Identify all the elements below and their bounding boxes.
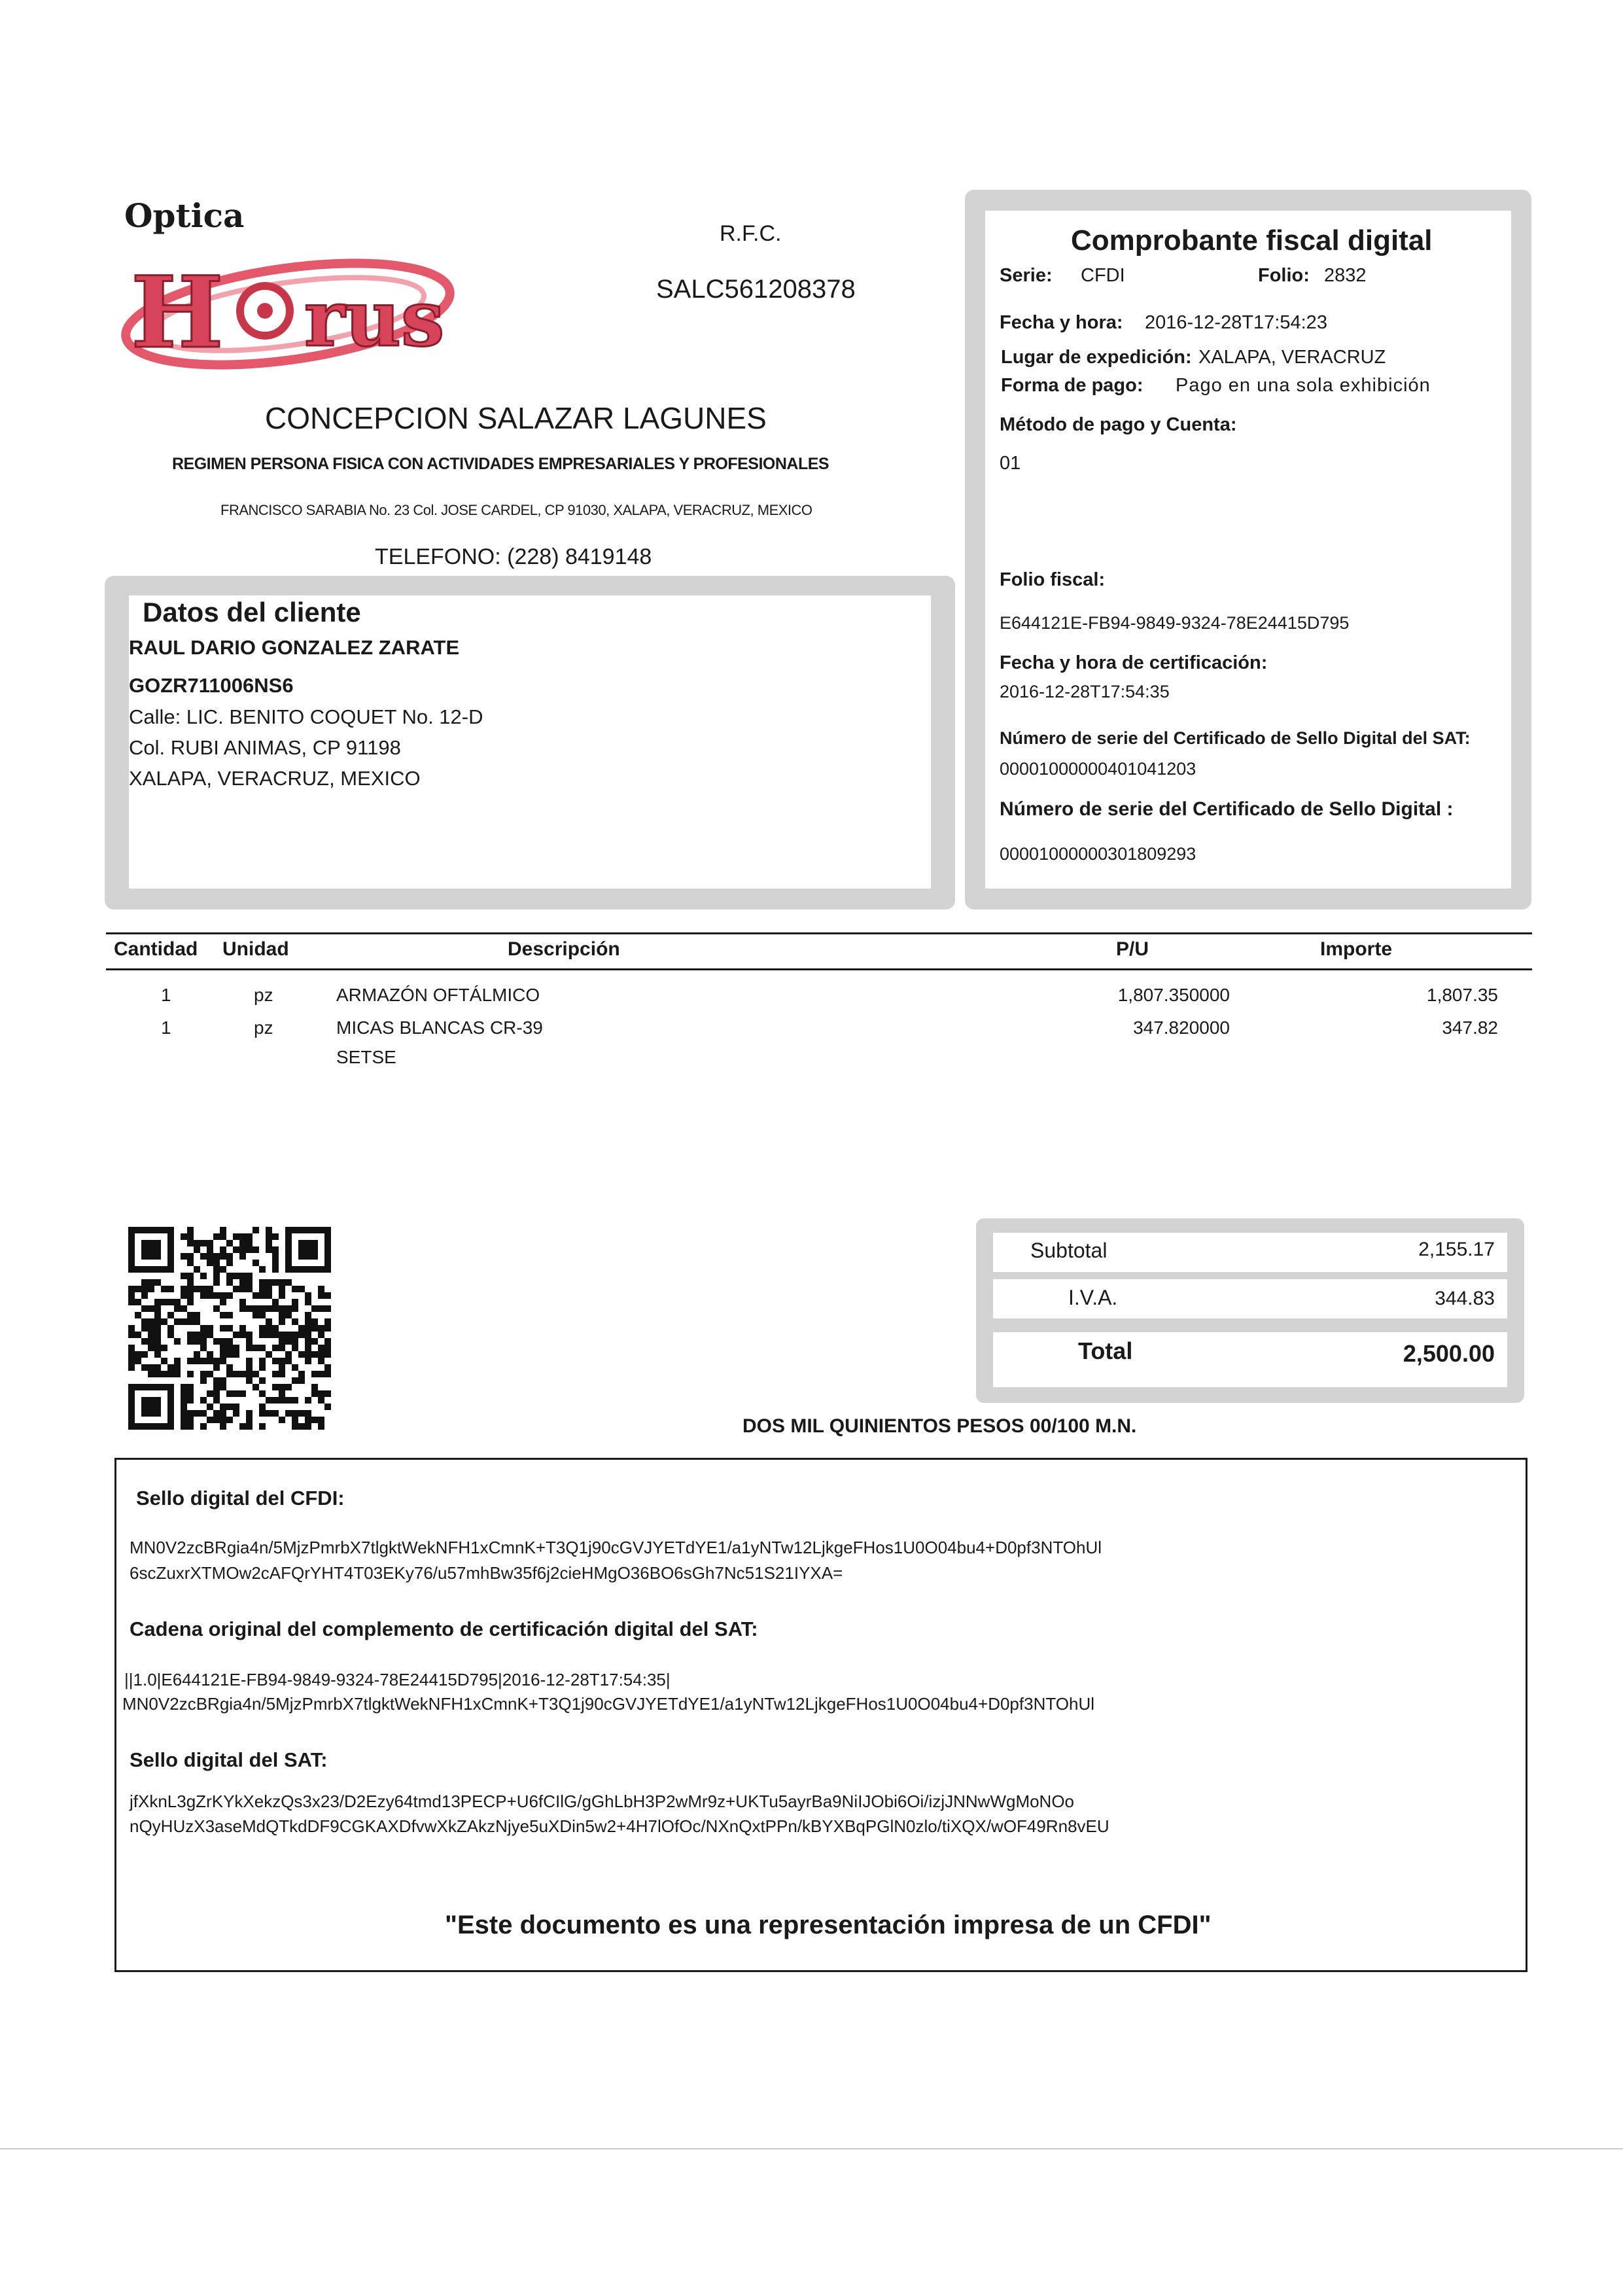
issuer-rfc: SALC561208378 — [656, 275, 856, 304]
issuer-address: FRANCISCO SARABIA No. 23 Col. JOSE CARDEL, CP 91030, XALAPA, VERACRUZ, MEXICO — [220, 502, 812, 518]
row-descripcion: ARMAZÓN OFTÁLMICO — [336, 985, 540, 1005]
client-title: Datos del cliente — [143, 597, 361, 627]
logo-optica-text: Optica — [124, 196, 245, 235]
issuer-name: CONCEPCION SALAZAR LAGUNES — [265, 401, 767, 435]
row-unidad: pz — [254, 1017, 273, 1038]
client-colonia: Col. RUBI ANIMAS, CP 91198 — [129, 736, 401, 759]
lugar-label: Lugar de expedición: — [1001, 347, 1192, 368]
amount-in-words: DOS MIL QUINIENTOS PESOS 00/100 M.N. — [742, 1415, 1137, 1437]
row-cantidad: 1 — [161, 985, 171, 1005]
rfc-label: R.F.C. — [720, 221, 782, 246]
row-cantidad: 1 — [161, 1017, 171, 1038]
header-cantidad: Cantidad — [114, 938, 198, 960]
cadena-label: Cadena original del complemento de certificación digital del SAT: — [130, 1617, 758, 1640]
issuer-regimen: REGIMEN PERSONA FISICA CON ACTIVIDADES EMPRESARIALES Y PROFESIONALES — [172, 455, 829, 473]
sello-cfdi-label: Sello digital del CFDI: — [136, 1487, 345, 1510]
header-descripcion: Descripción — [508, 938, 620, 960]
row-unidad: pz — [254, 985, 273, 1005]
serie-sat-value: 00001000000401041203 — [1000, 759, 1196, 779]
folio-label: Folio: — [1258, 265, 1310, 286]
metodo-label: Método de pago y Cuenta: — [1000, 414, 1237, 435]
serie-label: Serie: — [1000, 265, 1053, 286]
client-calle: Calle: LIC. BENITO COQUET No. 12-D — [129, 705, 483, 728]
serie-sat-label: Número de serie del Certificado de Sello Digital del SAT: — [1000, 728, 1471, 748]
svg-text:rus: rus — [304, 273, 445, 364]
folio-fiscal-label: Folio fiscal: — [1000, 569, 1106, 590]
row-pu: 347.820000 — [1133, 1017, 1230, 1038]
fecha-label: Fecha y hora: — [1000, 312, 1123, 333]
client-rfc: GOZR711006NS6 — [129, 674, 294, 697]
header-pu: P/U — [1116, 938, 1149, 960]
sello-sat-label: Sello digital del SAT: — [130, 1748, 328, 1771]
subtotal-value: 2,155.17 — [1418, 1239, 1495, 1260]
iva-value: 344.83 — [1435, 1288, 1495, 1309]
forma-label: Forma de pago: — [1001, 375, 1143, 396]
lugar-value: XALAPA, VERACRUZ — [1198, 347, 1386, 368]
cadena-line1: ||1.0|E644121E-FB94-9849-9324-78E24415D795|2016-12-28T17:54:35| — [124, 1670, 671, 1689]
fecha-cert-value: 2016-12-28T17:54:35 — [1000, 682, 1170, 701]
page-bottom-rule — [0, 2148, 1623, 2149]
serie-csd-label: Número de serie del Certificado de Sello Digital : — [1000, 798, 1454, 820]
sello-cfdi-line2: 6scZuxrXTMOw2cAFQrYHT4T03EKy76/u57mhBw35f6j2cieHMgO36BO6sGh7Nc51S21IYXA= — [130, 1563, 843, 1583]
forma-value: Pago en una sola exhibición — [1176, 375, 1431, 396]
company-logo — [118, 196, 458, 386]
total-label: Total — [1078, 1337, 1133, 1364]
row-importe: 1,807.35 — [1427, 985, 1498, 1005]
svg-text:H: H — [131, 255, 224, 370]
table-header-rule — [106, 968, 1532, 970]
client-ciudad: XALAPA, VERACRUZ, MEXICO — [129, 767, 421, 790]
iva-label: I.V.A. — [1068, 1286, 1118, 1309]
sello-cfdi-line1: MN0V2zcBRgia4n/5MjzPmrbX7tlgktWekNFH1xCmnK+T3Q1j90cGVJYETdYE1/a1yNTw12LjkgeFHos1U0O04bu4+D0pf3NTOhUl — [130, 1538, 1102, 1557]
header-importe: Importe — [1320, 938, 1393, 960]
fecha-value: 2016-12-28T17:54:23 — [1145, 312, 1327, 333]
qr-code — [128, 1227, 331, 1430]
folio-fiscal-value: E644121E-FB94-9849-9324-78E24415D795 — [1000, 613, 1350, 633]
metodo-value: 01 — [1000, 453, 1021, 474]
row-importe: 347.82 — [1442, 1017, 1498, 1038]
serie-csd-value: 00001000000301809293 — [1000, 844, 1196, 864]
client-name: RAUL DARIO GONZALEZ ZARATE — [129, 636, 460, 659]
logo-horus-graphic — [118, 249, 458, 380]
sello-sat-line1: jfXknL3gZrKYkXekzQs3x23/D2Ezy64tmd13PECP+U6fCIlG/gGhLbH3P2wMr9z+UKTu5ayrBa9NiIJObi6Oi/izjJNNwWgMoNOo — [130, 1792, 1075, 1811]
fecha-cert-label: Fecha y hora de certificación: — [1000, 652, 1268, 673]
seals-box — [114, 1458, 1527, 1972]
cfdi-footer-note: "Este documento es una representación impresa de un CFDI" — [445, 1911, 1212, 1939]
row-descripcion: MICAS BLANCAS CR-39 — [336, 1017, 543, 1038]
cadena-line2: MN0V2zcBRgia4n/5MjzPmrbX7tlgktWekNFH1xCmnK+T3Q1j90cGVJYETdYE1/a1yNTw12LjkgeFHos1U0O04bu4+D0pf3NTOhUl — [122, 1694, 1094, 1714]
table-top-rule — [106, 932, 1532, 934]
serie-value: CFDI — [1081, 265, 1125, 286]
subtotal-label: Subtotal — [1030, 1239, 1108, 1262]
header-unidad: Unidad — [222, 938, 289, 960]
total-value: 2,500.00 — [1403, 1340, 1495, 1367]
row-descripcion-extra: SETSE — [336, 1047, 396, 1067]
row-pu: 1,807.350000 — [1117, 985, 1230, 1005]
fiscal-title: Comprobante fiscal digital — [1071, 224, 1433, 256]
sello-sat-line2: nQyHUzX3aseMdQTkdDF9CGKAXDfvwXkZAkzNjye5uXDin5w2+4H7lOfOc/NXnQxtPPn/kBYXBqPGlN0zlo/tiXQX/wOF49Rn8vEU — [130, 1816, 1109, 1836]
issuer-telefono: TELEFONO: (228) 8419148 — [375, 544, 652, 569]
folio-value: 2832 — [1324, 265, 1367, 286]
